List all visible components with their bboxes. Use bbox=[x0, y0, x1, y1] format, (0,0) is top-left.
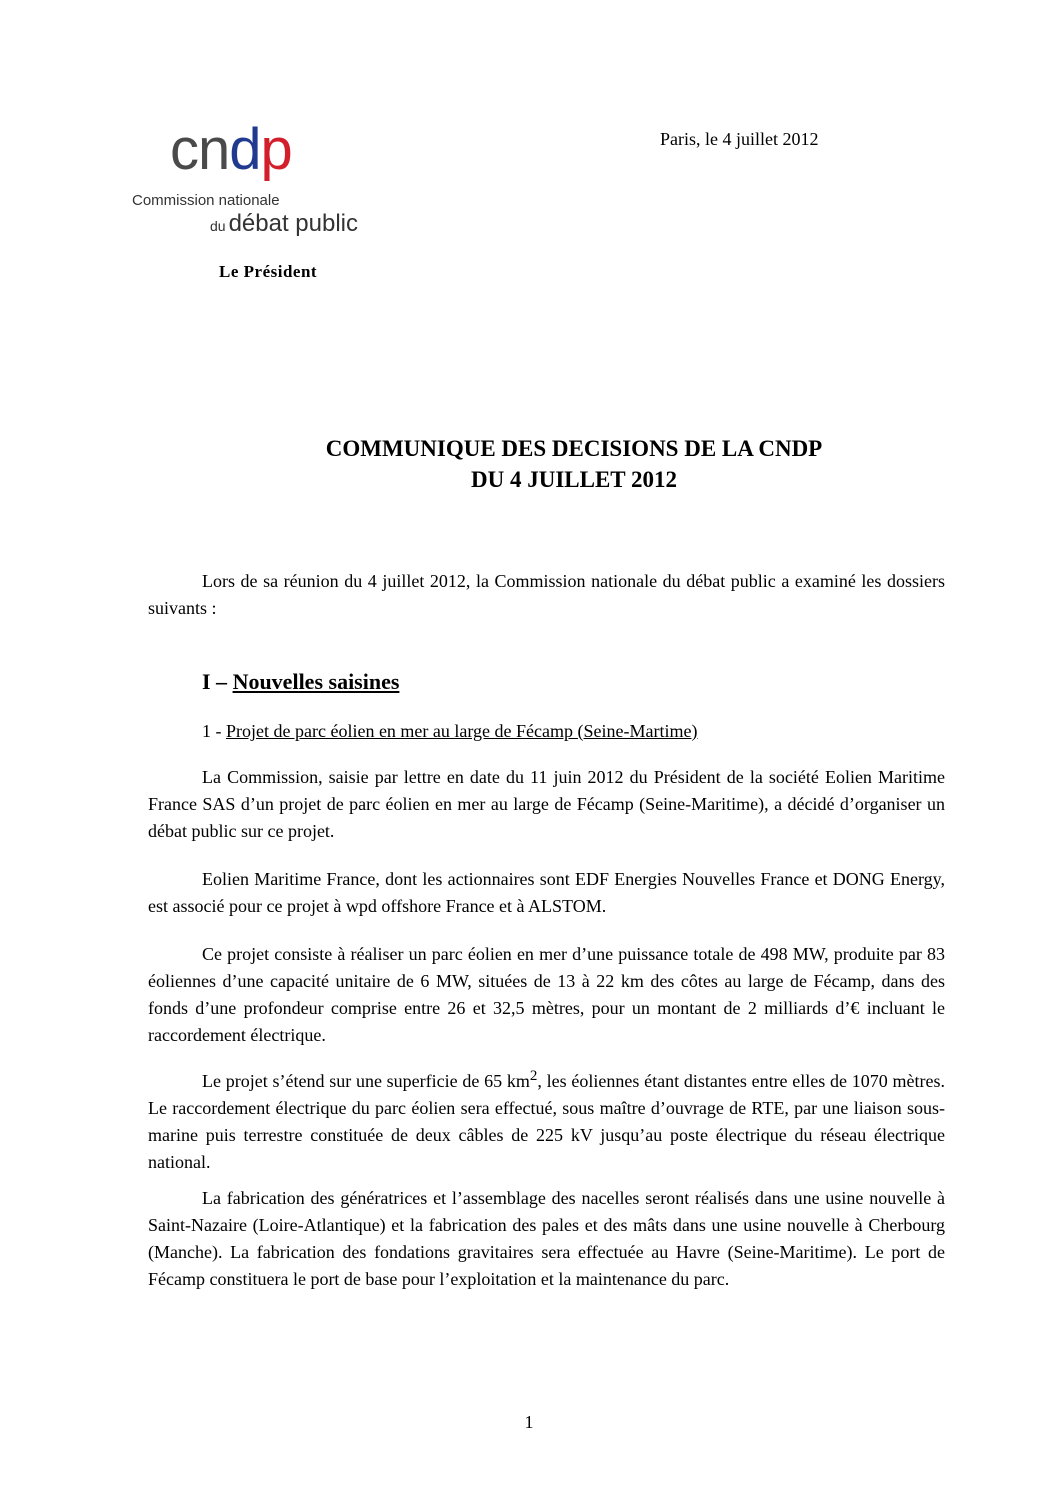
body-paragraph-3: Ce projet consiste à réaliser un parc éolien en mer d’une puissance totale de 498 MW, produite par 83 éoliennes d’une capacité unitaire de 6 MW, situées de 13 à 22 km des côtes au large de Fécamp, dans des fonds d’une profondeur comprise entre 26 et 32,5 mètres, pour un montant de 2 milliards d’€ incluant le raccordement électrique. bbox=[148, 944, 945, 1045]
body-paragraph-5: La fabrication des génératrices et l’assemblage des nacelles seront réalisés dans une usine nouvelle à Saint-Nazaire (Loire-Atlantique) et la fabrication des pales et des mâts dans une usine nouvelle à Cherbourg (Manche). La fabrication des fondations gravitaires sera effectuée au Havre (Seine-Maritime). Le port de Fécamp constituera le port de base pour l’exploitation et la maintenance du parc. bbox=[148, 1188, 945, 1289]
logo-tagline-prefix: du bbox=[210, 218, 226, 234]
page-number: 1 bbox=[524, 1412, 534, 1432]
section-heading-title: Nouvelles saisines bbox=[232, 669, 400, 694]
subsection-item bbox=[202, 721, 697, 742]
logo-tagline-main: débat public bbox=[228, 210, 359, 237]
document-title-line2: DU 4 JUILLET 2012 bbox=[471, 467, 677, 492]
logo-letter-n: n bbox=[198, 117, 230, 182]
body-paragraph-2: Eolien Maritime France, dont les actionnaires sont EDF Energies Nouvelles France et DONG Energy, est associé pour ce projet à wpd offshore France et à ALSTOM. bbox=[148, 869, 945, 916]
document-title-line1: COMMUNIQUE DES DECISIONS DE LA CNDP bbox=[325, 436, 823, 461]
signatory-title: Le Président bbox=[219, 262, 318, 281]
intro-paragraph: Lors de sa réunion du 4 juillet 2012, la Commission nationale du débat public a examiné les dossiers suivants : bbox=[148, 571, 945, 618]
paragraph-4-end: , les éoliennes étant distantes entre elles de 1070 mètres. Le raccordement électrique du parc éolien sera effectué, sous maître d’ouvrage de RTE, par une liaison sous-marine puis terrestre constituée de deux câbles de 225 kV jusqu’au poste électrique du réseau électrique national. bbox=[148, 1071, 946, 1172]
logo-tagline-line1: Commission nationale bbox=[132, 192, 280, 209]
logo-letter-c: c bbox=[170, 117, 198, 182]
paragraph-4-start: Le projet s’étend sur une superficie de 65 km bbox=[202, 1071, 530, 1091]
logo-wordmark bbox=[170, 118, 292, 182]
cndp-logo bbox=[132, 118, 432, 238]
logo-letter-d: d bbox=[229, 117, 261, 182]
logo-tagline-line2 bbox=[210, 210, 358, 238]
body-paragraph-1: La Commission, saisie par lettre en date du 11 juin 2012 du Président de la société Eolien Maritime France SAS d’un projet de parc éolien en mer au large de Fécamp (Seine-Maritime), a décidé d’organiser un débat public sur ce projet. bbox=[148, 767, 945, 841]
section-prefix: I – bbox=[202, 669, 233, 694]
letter-date: Paris, le 4 juillet 2012 bbox=[660, 129, 819, 149]
superscript-2: 2 bbox=[529, 1068, 538, 1084]
body-paragraph-4 bbox=[148, 1063, 945, 1176]
logo-letter-p: p bbox=[260, 117, 292, 182]
subsection-title: Projet de parc éolien en mer au large de Fécamp (Seine-Martime) bbox=[226, 721, 698, 741]
subsection-number: 1 - bbox=[202, 721, 226, 741]
section-heading bbox=[202, 669, 399, 695]
